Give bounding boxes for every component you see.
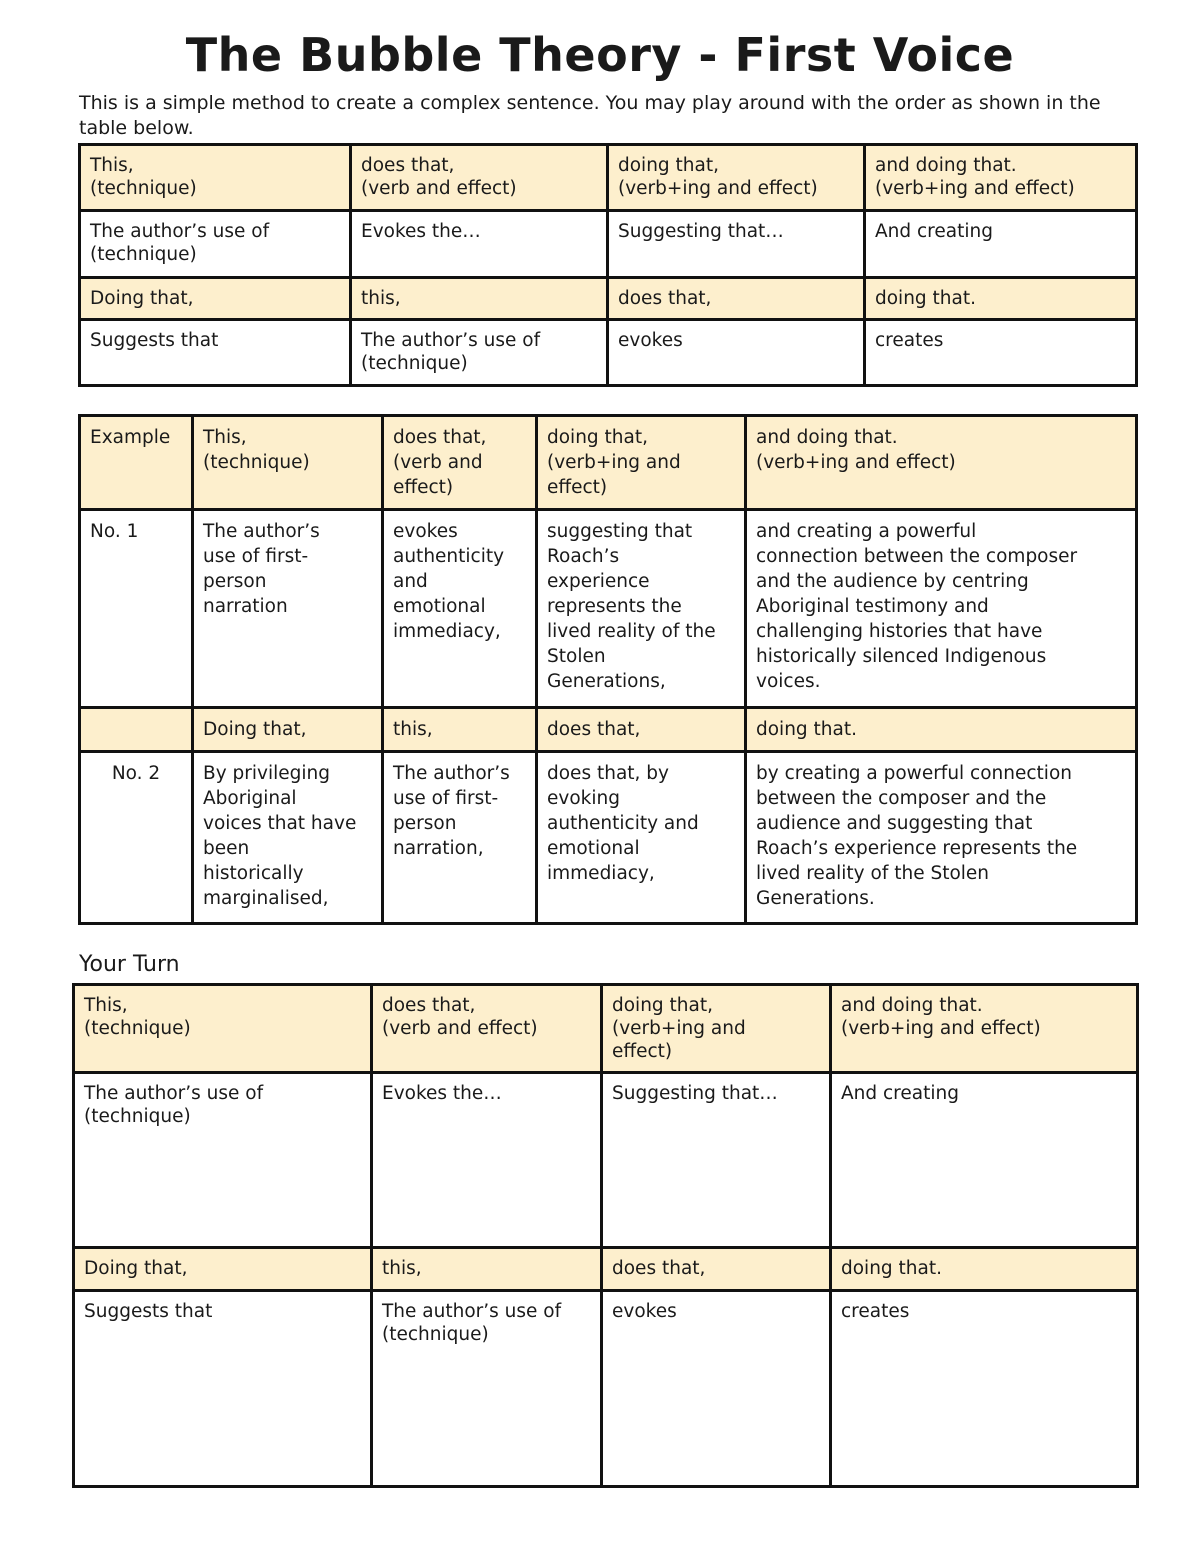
table-cell: Doing that,	[80, 278, 351, 320]
table-cell: does that, (verb and effect)	[351, 145, 608, 211]
table-cell: doing that.	[865, 278, 1137, 320]
table-cell: Evokes the…	[372, 1073, 602, 1248]
table-cell: Suggesting that…	[608, 211, 865, 278]
table-cell: does that, by evoking authenticity and emotional immediacy,	[537, 752, 746, 924]
example-table	[78, 414, 1138, 925]
table-cell: doing that.	[831, 1248, 1138, 1291]
table-cell: this,	[372, 1248, 602, 1291]
table-cell: The author’s use of first- person narration	[193, 510, 383, 708]
table-cell: This, (technique)	[74, 985, 372, 1073]
table-cell: evokes	[602, 1291, 831, 1487]
table-cell: Example	[80, 416, 193, 510]
table-cell: The author’s use of (technique)	[372, 1291, 602, 1487]
header-row	[80, 708, 1137, 752]
table-cell: doing that, (verb+ing and effect)	[602, 985, 831, 1073]
your-turn-table	[72, 983, 1139, 1488]
table-cell: evokes	[608, 320, 865, 386]
table-cell: does that,	[608, 278, 865, 320]
table-row	[80, 752, 1137, 924]
table-row	[80, 510, 1137, 708]
header-row	[80, 278, 1137, 320]
intro-text: This is a simple method to create a complex sentence. You may play around with the order as shown in the table below.	[79, 92, 1101, 139]
table-cell: Suggests that	[74, 1291, 372, 1487]
header-row	[80, 416, 1137, 510]
table-cell: does that, (verb and effect)	[372, 985, 602, 1073]
table-cell: does that,	[602, 1248, 831, 1291]
table-cell: The author’s use of (technique)	[351, 320, 608, 386]
page-title: The Bubble Theory - First Voice	[185, 28, 1015, 82]
table-cell: and doing that. (verb+ing and effect)	[865, 145, 1137, 211]
example-number: No. 2	[80, 752, 193, 924]
table-cell: And creating	[865, 211, 1137, 278]
table-cell: Doing that,	[74, 1248, 372, 1291]
table-cell: creates	[831, 1291, 1138, 1487]
example-number: No. 1	[80, 510, 193, 708]
table-row	[74, 1073, 1138, 1248]
section-heading: Your Turn	[79, 952, 180, 977]
table-cell: Doing that,	[193, 708, 383, 752]
table-cell: creates	[865, 320, 1137, 386]
table-cell: The author’s use of (technique)	[80, 211, 351, 278]
template-table	[78, 143, 1138, 387]
table-cell: And creating	[831, 1073, 1138, 1248]
table-cell: Evokes the…	[351, 211, 608, 278]
table-cell: The author’s use of (technique)	[74, 1073, 372, 1248]
header-row	[74, 1248, 1138, 1291]
table-row	[80, 320, 1137, 386]
table-cell: doing that, (verb+ing and effect)	[608, 145, 865, 211]
table-cell	[80, 708, 193, 752]
table-cell: evokes authenticity and emotional immediacy,	[383, 510, 537, 708]
table-cell: by creating a powerful connection between the composer and the audience and suggesting that Roach’s experience represents the lived reality of the Stolen Generations.	[746, 752, 1137, 924]
table-cell: This, (technique)	[193, 416, 383, 510]
table-cell: suggesting that Roach’s experience represents the lived reality of the Stolen Generations,	[537, 510, 746, 708]
table-cell: Suggests that	[80, 320, 351, 386]
table-cell: and creating a powerful connection between the composer and the audience by centring Aboriginal testimony and challenging histories that have historically silenced Indigenous voices.	[746, 510, 1137, 708]
table-cell: and doing that. (verb+ing and effect)	[831, 985, 1138, 1073]
table-cell: doing that, (verb+ing and effect)	[537, 416, 746, 510]
table-cell: This, (technique)	[80, 145, 351, 211]
header-row	[74, 985, 1138, 1073]
table-cell: does that, (verb and effect)	[383, 416, 537, 510]
table-cell: and doing that. (verb+ing and effect)	[746, 416, 1137, 510]
table-row	[80, 211, 1137, 278]
table-cell: doing that.	[746, 708, 1137, 752]
table-cell: By privileging Aboriginal voices that have been historically marginalised,	[193, 752, 383, 924]
header-row	[80, 145, 1137, 211]
table-cell: does that,	[537, 708, 746, 752]
table-cell: The author’s use of first- person narration,	[383, 752, 537, 924]
table-cell: this,	[351, 278, 608, 320]
table-row	[74, 1291, 1138, 1487]
table-cell: Suggesting that…	[602, 1073, 831, 1248]
table-cell: this,	[383, 708, 537, 752]
